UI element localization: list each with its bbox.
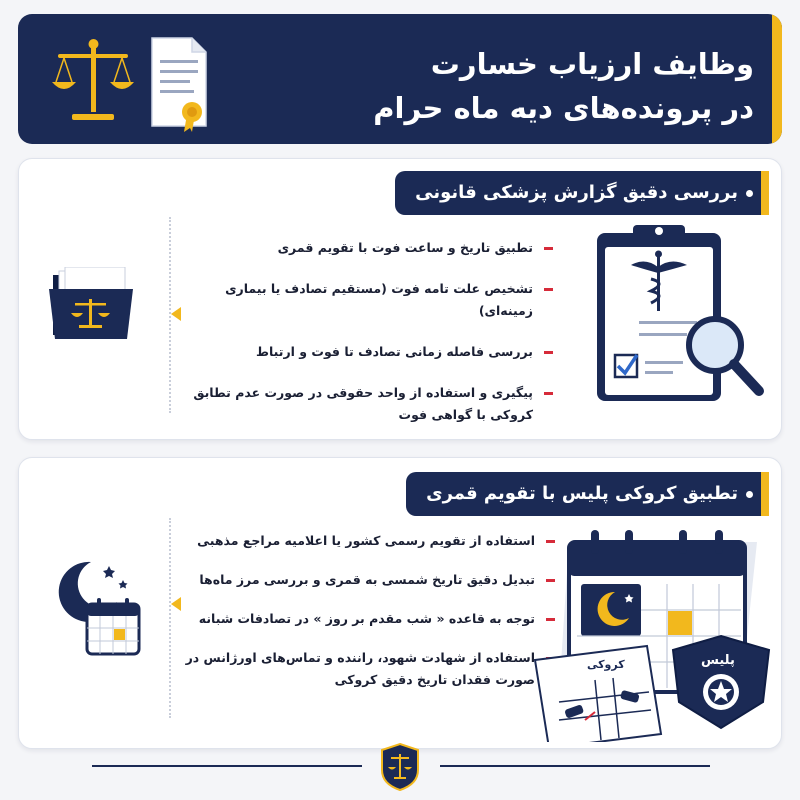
footer-emblem-icon [380,742,420,792]
header-accent-stripe [772,14,782,144]
list-item [175,647,555,691]
title-accent-stripe [761,472,769,516]
section-medical-report-list [173,237,553,445]
section-police-sketch-list [175,530,555,708]
document-certificate-icon [152,38,206,132]
list-item [173,237,553,259]
page-title-line2: در پرونده‌های دیه ماه حرام [373,91,754,125]
list-item [175,608,555,630]
list-item [173,341,553,363]
list-item-text: تطبیق تاریخ و ساعت فوت با تقویم قمری [277,240,533,255]
pointer-arrow [171,597,181,611]
list-item-text: تشخیص علت تامه فوت (مستقیم تصادف یا بیماری زمینه‌ای) [225,281,533,318]
section-police-sketch [18,457,782,749]
bullet-dash [544,351,553,354]
list-item-text: استفاده از شهادت شهود، راننده و تماس‌های اورژانس در صورت فقدان تاریخ دقیق کروکی [185,650,535,687]
moon-calendar-icon [47,554,147,662]
header-banner [18,14,782,144]
wall-calendar-icon [87,598,139,654]
scales-of-justice-icon [52,39,134,120]
police-sketch-icon [535,646,661,742]
page-title [334,42,754,130]
bullet-dash [544,392,553,395]
medical-clipboard-icon [587,221,777,421]
list-item [173,382,553,426]
page-title-line1: وظایف ارزیاب خسارت [430,47,754,81]
bullet-dash [544,247,553,250]
footer-line-right [440,765,710,767]
list-item-text: توجه به قاعده « شب مقدم بر روز » در تصادفات شبانه [198,611,535,626]
title-bullet [746,190,753,197]
list-item [175,530,555,552]
list-item-text: پیگیری و استفاده از واحد حقوقی در صورت عدم تطابق کروکی با گواهی فوت [193,385,533,422]
list-item-text: بررسی فاصله زمانی تصادف تا فوت و ارتباط [255,344,533,359]
footer-line-left [92,765,362,767]
section-medical-report [18,158,782,440]
title-accent-stripe [761,171,769,215]
pointer-arrow [171,307,181,321]
section-police-sketch-title [406,472,769,516]
dotted-divider [169,518,171,718]
list-item [173,278,553,322]
bullet-dash [544,288,553,291]
section-title-text: تطبیق کروکی پلیس با تقویم قمری [426,483,738,504]
police-badge-icon [673,636,769,728]
list-item-text: تبدیل دقیق تاریخ شمسی به قمری و بررسی مرز ماه‌ها [199,572,535,587]
header-illustration [44,32,244,132]
police-badge-label: پلیس [701,653,735,668]
legal-folder-icon [45,267,141,343]
sketch-label: کروکی [587,658,625,671]
title-bullet [746,491,753,498]
list-item-text: استفاده از تقویم رسمی کشور یا اعلامیه مراجع مذهبی [197,533,535,548]
police-illustration [529,524,781,742]
list-item [175,569,555,591]
section-title-text: بررسی دقیق گزارش پزشکی قانونی [415,182,738,203]
section-medical-report-title [395,171,769,215]
